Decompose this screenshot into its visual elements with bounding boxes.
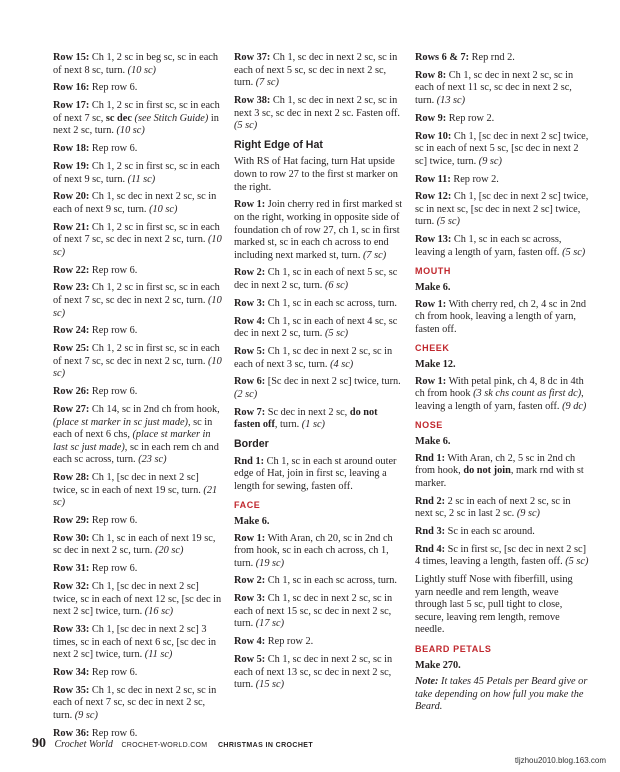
row-note: (place st marker in sc just made): [53, 416, 188, 428]
row-label: Row 5:: [234, 346, 266, 357]
row-label: Row 1:: [415, 298, 447, 310]
row-text: Ch 1, sc dec in next 2 sc, sc in each of next 9 sc, turn.: [53, 191, 217, 215]
row-text: Ch 1, [sc dec in next 2 sc] twice, sc in each of next 19 sc, turn.: [53, 472, 204, 496]
pattern-row: [234, 95, 404, 133]
row-count: (7 sc): [255, 77, 279, 89]
pattern-row: [415, 174, 590, 187]
row-count: (9 dc): [562, 400, 587, 412]
pattern-row: [53, 667, 223, 680]
pattern-row: [53, 563, 223, 576]
row-label: Row 22:: [53, 264, 90, 276]
nose-rows: [415, 453, 590, 569]
row-text: With cherry red, ch 2, 4 sc in 2nd ch from hook, leaving a length of yarn, fasten off.: [415, 298, 586, 335]
row-emphasis: do not fasten off: [234, 406, 378, 431]
pattern-row: [415, 52, 590, 65]
row-label: Row 1:: [415, 375, 447, 387]
row-count: (11 sc): [144, 649, 173, 661]
row-text: Ch 1, [sc dec in next 2 sc] twice, sc in next sc, [sc dec in next 2 sc] twice, turn.: [415, 191, 589, 228]
pattern-row: [53, 386, 223, 399]
row-label: Row 26:: [53, 386, 90, 398]
row-text: Rep row 6.: [89, 563, 138, 575]
row-text: Ch 14, sc in 2nd ch from hook,: [89, 403, 220, 415]
pattern-row: [53, 581, 223, 619]
row-label: Rows 6 & 7:: [415, 52, 470, 63]
row-text: , mark rnd with st marker.: [415, 465, 584, 489]
row-text: Ch 1, sc dec in next 2 sc, sc in each of next 11 sc, sc dec in next 2 sc, turn.: [415, 69, 574, 106]
pattern-row: [234, 298, 404, 311]
pattern-row: [415, 453, 590, 491]
row-text: Ch 1, sc in each of next 5 sc, sc dec in next 2 sc, turn.: [234, 267, 398, 292]
row-label: Row 33:: [53, 623, 90, 635]
row-label: Row 5:: [234, 654, 266, 665]
border-rnd: [234, 456, 404, 494]
row-text: Ch 1, sc dec in next 2 sc, sc in each of next 13 sc, sc dec in next 2 sc, turn.: [234, 654, 393, 691]
row-count: (2 sc): [234, 388, 258, 400]
nose-heading: NOSE: [415, 420, 443, 431]
row-label: Row 12:: [415, 191, 452, 203]
row-count: (15 sc): [255, 679, 285, 691]
row-count: (19 sc): [255, 557, 285, 569]
row-label: Row 25:: [53, 343, 90, 355]
beard-note: [415, 676, 590, 714]
row-label: Row 38:: [234, 94, 271, 106]
row-count: (7 sc): [362, 249, 387, 261]
note-label: Note:: [415, 676, 439, 688]
row-text: Ch 1, sc dec in next 2 sc, sc in each of next 15 sc, sc dec in next 2 sc, turn.: [234, 593, 393, 630]
row-count: (9 sc): [74, 709, 98, 721]
row-label: Row 10:: [415, 130, 452, 142]
row-text: Ch 1, 2 sc in beg sc, sc in each of next 8 sc, turn.: [53, 52, 219, 76]
row-label: Row 4:: [234, 636, 266, 648]
row-text: Rep row 6.: [89, 325, 138, 337]
pattern-row: [53, 82, 223, 95]
row-label: Row 19:: [53, 160, 90, 172]
row-count: (6 sc): [324, 280, 349, 292]
row-text: Ch 1, sc dec in next 2 sc, sc in each of next 3 sc, turn.: [234, 346, 393, 370]
mouth-row: [415, 299, 590, 337]
row-count: (21 sc): [53, 484, 218, 509]
row-label: Row 3:: [234, 593, 266, 605]
pattern-row: [53, 685, 223, 723]
row-text: Ch 1, 2 sc in first sc, sc in each of next 7 sc, sc dec in next 2 sc, turn.: [53, 282, 220, 306]
pattern-row: [53, 472, 223, 510]
row-label: Row 17:: [53, 100, 90, 112]
pattern-row: [53, 325, 223, 338]
right-edge-rows: [234, 199, 404, 432]
row-label: Row 29:: [53, 515, 90, 527]
row-text: Ch 1, sc in each of next 4 sc, sc dec in next 2 sc, turn.: [234, 315, 398, 340]
row-text: Ch 1, sc dec in next 2 sc, sc in each of next 7 sc, sc dec in next 2 sc, turn.: [53, 684, 217, 721]
row-text: Ch 1, sc in each st around outer edge of Hat, join in first sc, leaving a length for sewing, fasten off.: [234, 455, 397, 492]
edition-name: CHRISTMAS IN CROCHET: [217, 742, 314, 749]
row-text: With Aran, ch 20, sc in 2nd ch from hook, sc in each ch across, ch 1, turn.: [234, 532, 393, 569]
row-count: (17 sc): [255, 618, 285, 630]
row-label: Row 3:: [234, 297, 266, 309]
row-text: 2 sc in each of next 2 sc, sc in next sc, 2 sc in last 2 sc.: [415, 495, 571, 520]
pattern-row: [234, 533, 404, 571]
row-label: Row 28:: [53, 472, 90, 484]
magazine-url: CROCHET-WORLD.COM: [121, 742, 208, 749]
row-count: (5 sc): [436, 216, 460, 228]
row-label: Row 11:: [415, 173, 451, 185]
row-label: Row 1:: [234, 532, 266, 544]
row-text: Ch 1, 2 sc in first sc, sc in each of next 7 sc, sc dec in next 2 sc, turn.: [53, 221, 220, 246]
row-label: Row 18:: [53, 143, 90, 155]
row-count: (5 sc): [562, 246, 586, 258]
row-label: Row 30:: [53, 532, 90, 544]
pattern-row: [53, 282, 223, 320]
row-count: (16 sc): [144, 606, 174, 618]
pattern-row: [415, 191, 590, 229]
row-note: (see Stitch Guide): [131, 112, 209, 124]
row-count: (5 sc): [565, 556, 589, 568]
row-text: Rep row 2.: [450, 173, 499, 185]
row-count: (9 sc): [516, 508, 540, 520]
row-text: Sc dec in next 2 sc,: [265, 406, 350, 418]
row-label: Row 6:: [234, 376, 266, 388]
pattern-row: [234, 654, 404, 692]
row-label: Row 8:: [415, 69, 447, 81]
row-text: in next 2 sc, turn.: [53, 112, 219, 137]
row-count: (9 sc): [478, 155, 502, 167]
row-text: Ch 1, 2 sc in first sc, sc in each of next 7 sc,: [53, 100, 220, 124]
row-text: , leaving a length of yarn, fasten off.: [415, 388, 584, 412]
column-right: [415, 52, 590, 719]
pattern-row: [53, 515, 223, 528]
pattern-row: [53, 52, 223, 77]
row-count: (10 sc): [53, 355, 222, 380]
row-label: Rnd 4:: [415, 543, 446, 555]
row-text: With Aran, ch 2, 5 sc in 2nd ch from hook,: [415, 452, 576, 477]
row-label: Row 34:: [53, 666, 90, 678]
row-text: [Sc dec in next 2 sc] twice, turn.: [265, 376, 401, 388]
row-text: Rep row 6.: [89, 727, 138, 739]
row-label: Row 4:: [234, 315, 266, 327]
pattern-row: [53, 404, 223, 467]
row-text: Ch 1, [sc dec in next 2 sc] 3 times, sc in each of next 6 sc, [sc dec in next 2 sc] twice, turn.: [53, 623, 216, 661]
cheek-make: Make 12.: [415, 359, 456, 370]
row-emphasis: sc dec: [105, 112, 132, 124]
row-text: Ch 1, sc dec in next 2 sc, sc in each of next 5 sc, sc dec in next 2 sc, turn.: [234, 52, 398, 89]
pattern-row: [234, 407, 404, 432]
right-edge-intro: With RS of Hat facing, turn Hat upside down to row 27 to the first st marker on the right.: [234, 156, 398, 193]
mouth-make: Make 6.: [415, 282, 451, 294]
row-text: Ch 1, [sc dec in next 2 sc] twice, sc in each of next 12 sc, [sc dec in next 2 sc] twice, turn.: [53, 580, 222, 618]
row-text: Rep row 6.: [89, 143, 138, 155]
pattern-row: [53, 265, 223, 278]
row-text: Rep row 6.: [89, 386, 138, 398]
row-note: (place st marker in last sc just made): [53, 429, 211, 453]
row-label: Rnd 1:: [234, 455, 265, 467]
row-text: Rep row 2.: [265, 636, 314, 648]
pattern-row: [234, 636, 404, 649]
row-label: Rnd 2:: [415, 495, 446, 507]
row-text: Sc in first sc, [sc dec in next 2 sc] 4 times, leaving a length, fasten off.: [415, 543, 587, 568]
pattern-row: [234, 52, 404, 90]
row-text: Rep rnd 2.: [469, 52, 515, 63]
row-count: (13 sc): [436, 94, 466, 106]
row-text: Ch 1, 2 sc in first sc, sc in each of next 7 sc, sc dec in next 2 sc, turn.: [53, 343, 220, 367]
row-count: (23 sc): [138, 454, 167, 466]
pattern-row: [415, 113, 590, 126]
face-rows-continued: [415, 52, 590, 259]
pattern-row: [234, 199, 404, 262]
row-text: Ch 1, sc in each sc across, turn.: [265, 575, 398, 587]
row-label: Rnd 3:: [415, 525, 446, 537]
row-count: (10 sc): [53, 234, 222, 258]
cheek-heading: CHEEK: [415, 343, 450, 354]
row-count: (10 sc): [149, 203, 178, 215]
row-label: Row 21:: [53, 221, 90, 233]
row-label: Row 37:: [234, 52, 271, 63]
pattern-row: [415, 496, 590, 521]
row-text: , turn.: [274, 419, 302, 431]
pattern-row: [53, 191, 223, 216]
row-label: Row 20:: [53, 191, 90, 203]
row-label: Row 9:: [415, 112, 447, 124]
pattern-row: [415, 234, 590, 259]
right-edge-heading: Right Edge of Hat: [234, 138, 323, 151]
row-text: Ch 1, sc in each sc across, turn.: [265, 297, 398, 309]
row-label: Row 2:: [234, 575, 266, 587]
row-count: (10 sc): [53, 295, 222, 319]
pattern-row: [234, 376, 404, 401]
watermark: tljzhou2010.blog.163.com: [514, 756, 606, 765]
row-text: , sc in each rem ch and each sc across, turn.: [53, 441, 219, 466]
pattern-row: [415, 131, 590, 169]
row-count: (20 sc): [155, 545, 184, 557]
border-heading: Border: [234, 437, 269, 450]
note-text: It takes 45 Petals per Beard give or take depending on how full you make the Beard.: [415, 676, 588, 713]
beard-heading: BEARD PETALS: [415, 644, 492, 655]
row-count: (10 sc): [116, 125, 145, 137]
row-count: (5 sc): [324, 328, 349, 340]
row-count: (4 sc): [330, 358, 354, 370]
row-label: Row 31:: [53, 563, 90, 575]
row-text: Rep row 6.: [89, 515, 138, 527]
pattern-row: [53, 143, 223, 156]
row-text: Ch 1, sc in each sc across, leaving a length of yarn, fasten off.: [415, 234, 563, 258]
row-label: Row 24:: [53, 325, 90, 337]
page-number: 90: [32, 736, 46, 751]
row-note: (3 sk chs count as first dc): [473, 388, 582, 400]
row-label: Row 15:: [53, 52, 90, 63]
column-left: [53, 52, 223, 745]
row-label: Row 2:: [234, 267, 266, 279]
face-heading: FACE: [234, 500, 261, 511]
page-footer: [32, 736, 313, 752]
mouth-heading: MOUTH: [415, 266, 451, 277]
pattern-row: [53, 161, 223, 186]
pattern-row: [415, 544, 590, 569]
nose-finish: Lightly stuff Nose with fiberfill, using yarn needle and rem length, weave through last 5 sc, pull tight to close, secure, leaving rem length, remove needle.: [415, 574, 573, 636]
pattern-row: [53, 100, 223, 138]
face-make: Make 6.: [234, 515, 270, 527]
row-label: Row 13:: [415, 234, 452, 246]
beard-make: Make 270.: [415, 659, 461, 671]
pattern-row: [53, 533, 223, 558]
face-rows: [234, 533, 404, 692]
row-text: Ch 1, [sc dec in next 2 sc] twice, sc in each of next 5 sc, [sc dec in next 2 sc] twice, turn.: [415, 130, 589, 167]
nose-make: Make 6.: [415, 435, 451, 447]
row-label: Row 36:: [53, 727, 90, 739]
pattern-row: [234, 316, 404, 341]
pattern-row: [415, 70, 590, 108]
row-text: Ch 1, 2 sc in first sc, sc in each of next 9 sc, turn.: [53, 160, 220, 185]
row-label: Row 27:: [53, 403, 90, 415]
pattern-row: [53, 222, 223, 260]
row-text: Sc in each sc around.: [445, 525, 535, 537]
row-count: (10 sc): [127, 64, 156, 76]
cheek-row: [415, 376, 590, 414]
row-text: , sc in each of next 6 chs,: [53, 416, 213, 441]
row-count: (1 sc): [301, 419, 325, 431]
pattern-row: [234, 346, 404, 371]
row-label: Row 35:: [53, 684, 90, 696]
row-count: (5 sc): [234, 120, 258, 132]
pattern-row: [234, 593, 404, 631]
pattern-row: [53, 343, 223, 381]
pattern-row: [415, 526, 590, 539]
row-text: Join cherry red in first marked st on the right, working in opposite side of foundation ch of row 27, ch 1, sc in first marked st, sc in each ch across to end including next marked st, turn.: [234, 199, 403, 261]
pattern-row: [53, 624, 223, 662]
row-emphasis: do not join: [463, 465, 511, 477]
row-label: Row 16:: [53, 82, 90, 94]
row-text: Rep row 6.: [89, 264, 138, 276]
row-text: Rep row 2.: [446, 112, 495, 124]
row-label: Row 1:: [234, 199, 266, 211]
rows-37-38: [234, 52, 404, 133]
row-text: With petal pink, ch 4, 8 dc in 4th ch from hook: [415, 375, 584, 400]
pattern-row: [234, 575, 404, 588]
row-label: Row 7:: [234, 406, 266, 418]
row-count: (11 sc): [127, 173, 156, 185]
magazine-name: Crochet World: [54, 739, 113, 750]
row-text: Ch 1, sc in each of next 19 sc, sc dec in next 2 sc, turn.: [53, 532, 216, 557]
row-text: Ch 1, sc dec in next 2 sc, sc in next 3 sc, sc dec in next 2 sc. Fasten off.: [234, 94, 400, 119]
column-middle: [234, 52, 404, 697]
row-label: Rnd 1:: [415, 452, 446, 464]
row-label: Row 32:: [53, 580, 90, 592]
pattern-row: [234, 267, 404, 292]
row-label: Row 23:: [53, 282, 90, 294]
row-text: Rep row 6.: [89, 82, 138, 94]
row-text: Rep row 6.: [89, 666, 138, 678]
